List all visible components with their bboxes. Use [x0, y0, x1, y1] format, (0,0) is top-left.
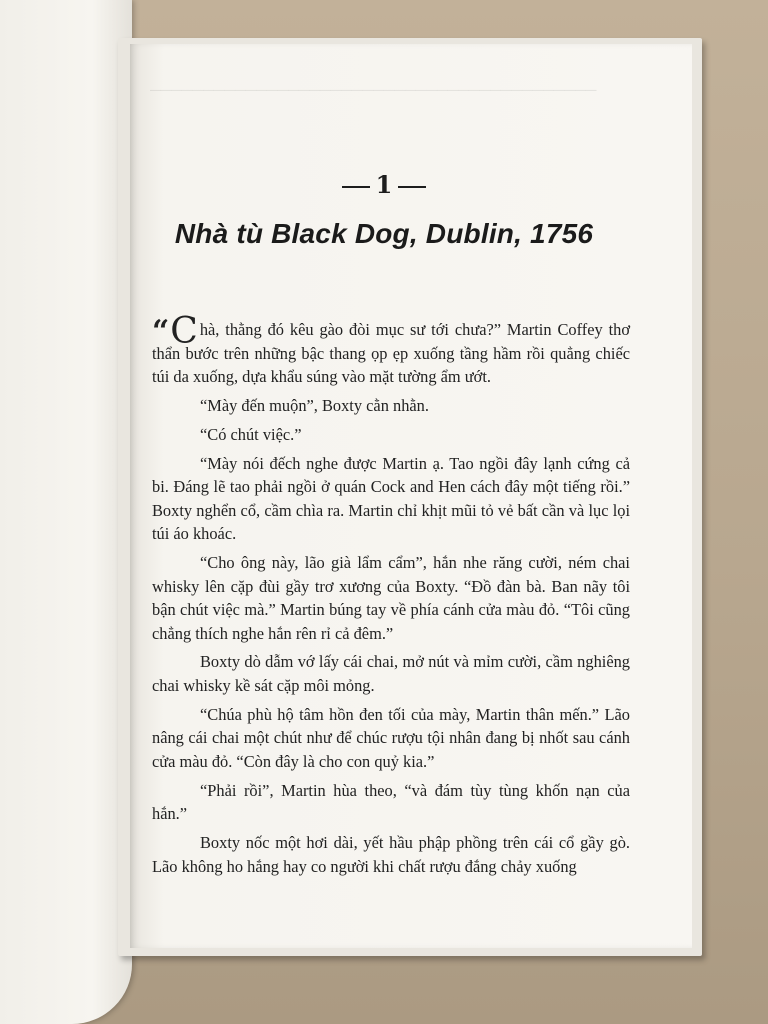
paragraph-1	[152, 311, 630, 389]
chapter-number	[0, 170, 768, 199]
left-rule	[342, 186, 370, 188]
paragraph-9: Boxty nốc một hơi dài, yết hầu phập phồng trên cái cổ gầy gò. Lão không ho hắng hay co người khi chất rượu đắng chảy xuống	[152, 833, 630, 876]
drop-cap: C	[170, 311, 198, 352]
chapter-body	[152, 311, 630, 878]
chapter-title: Nhà tù Black Dog, Dublin, 1756	[174, 218, 594, 249]
left-page	[0, 0, 132, 1024]
paragraph-2: “Mày đến muộn”, Boxty cằn nhằn.	[200, 395, 429, 415]
chapter-number-text: 1	[375, 170, 393, 199]
paragraph-3: “Có chút việc.”	[200, 424, 302, 444]
paragraph-7: “Chúa phù hộ tâm hồn đen tối của mày, Martin thân mến.” Lão nâng cái chai một chút như để chúc rượu tội nhân đang bị nhốt sau cánh cửa màu đỏ. “Còn đây là cho con quỷ kia.”	[152, 704, 630, 771]
paragraph-5: “Cho ông này, lão già lẩm cẩm”, hắn nhe răng cười, ném chai whisky lên cặp đùi gầy trơ xương của Boxty. “Đồ đàn bà. Ban nãy tôi bận chút việc mà.” Martin búng tay về phía cánh cửa màu đỏ. “Tôi cũng chẳng thích nghe hắn rên rỉ cả đêm.”	[152, 553, 630, 643]
paragraph-6: Boxty dò dẫm vớ lấy cái chai, mở nút và mỉm cười, cầm nghiêng chai whisky kề sát cặp môi mỏng.	[152, 652, 630, 695]
paragraph-4: “Mày nói đếch nghe được Martin ạ. Tao ngồi đây lạnh cứng cả bi. Đáng lẽ tao phải ngồi ở quán Cock and Hen cách đây một tiếng rồi.” Boxty nghển cổ, cầm chìa ra. Martin chỉ khịt mũi tỏ vẻ bất cần và lục lọi túi áo khoác.	[152, 453, 630, 544]
paragraph-8: “Phải rồi”, Martin hùa theo, “và đám tùy tùng khốn nạn của hắn.”	[152, 780, 630, 824]
paragraph-1-text: hà, thằng đó kêu gào đòi mục sư tới chưa?” Martin Coffey thơ thẩn bước trên những bậc thang ọp ẹp xuống tầng hầm rồi quẳng chiếc túi da xuống, dựa khẩu súng vào mặt tường ẩm ướt.	[152, 320, 630, 386]
right-rule	[398, 186, 426, 188]
opening-quote-mark: “	[152, 314, 170, 349]
